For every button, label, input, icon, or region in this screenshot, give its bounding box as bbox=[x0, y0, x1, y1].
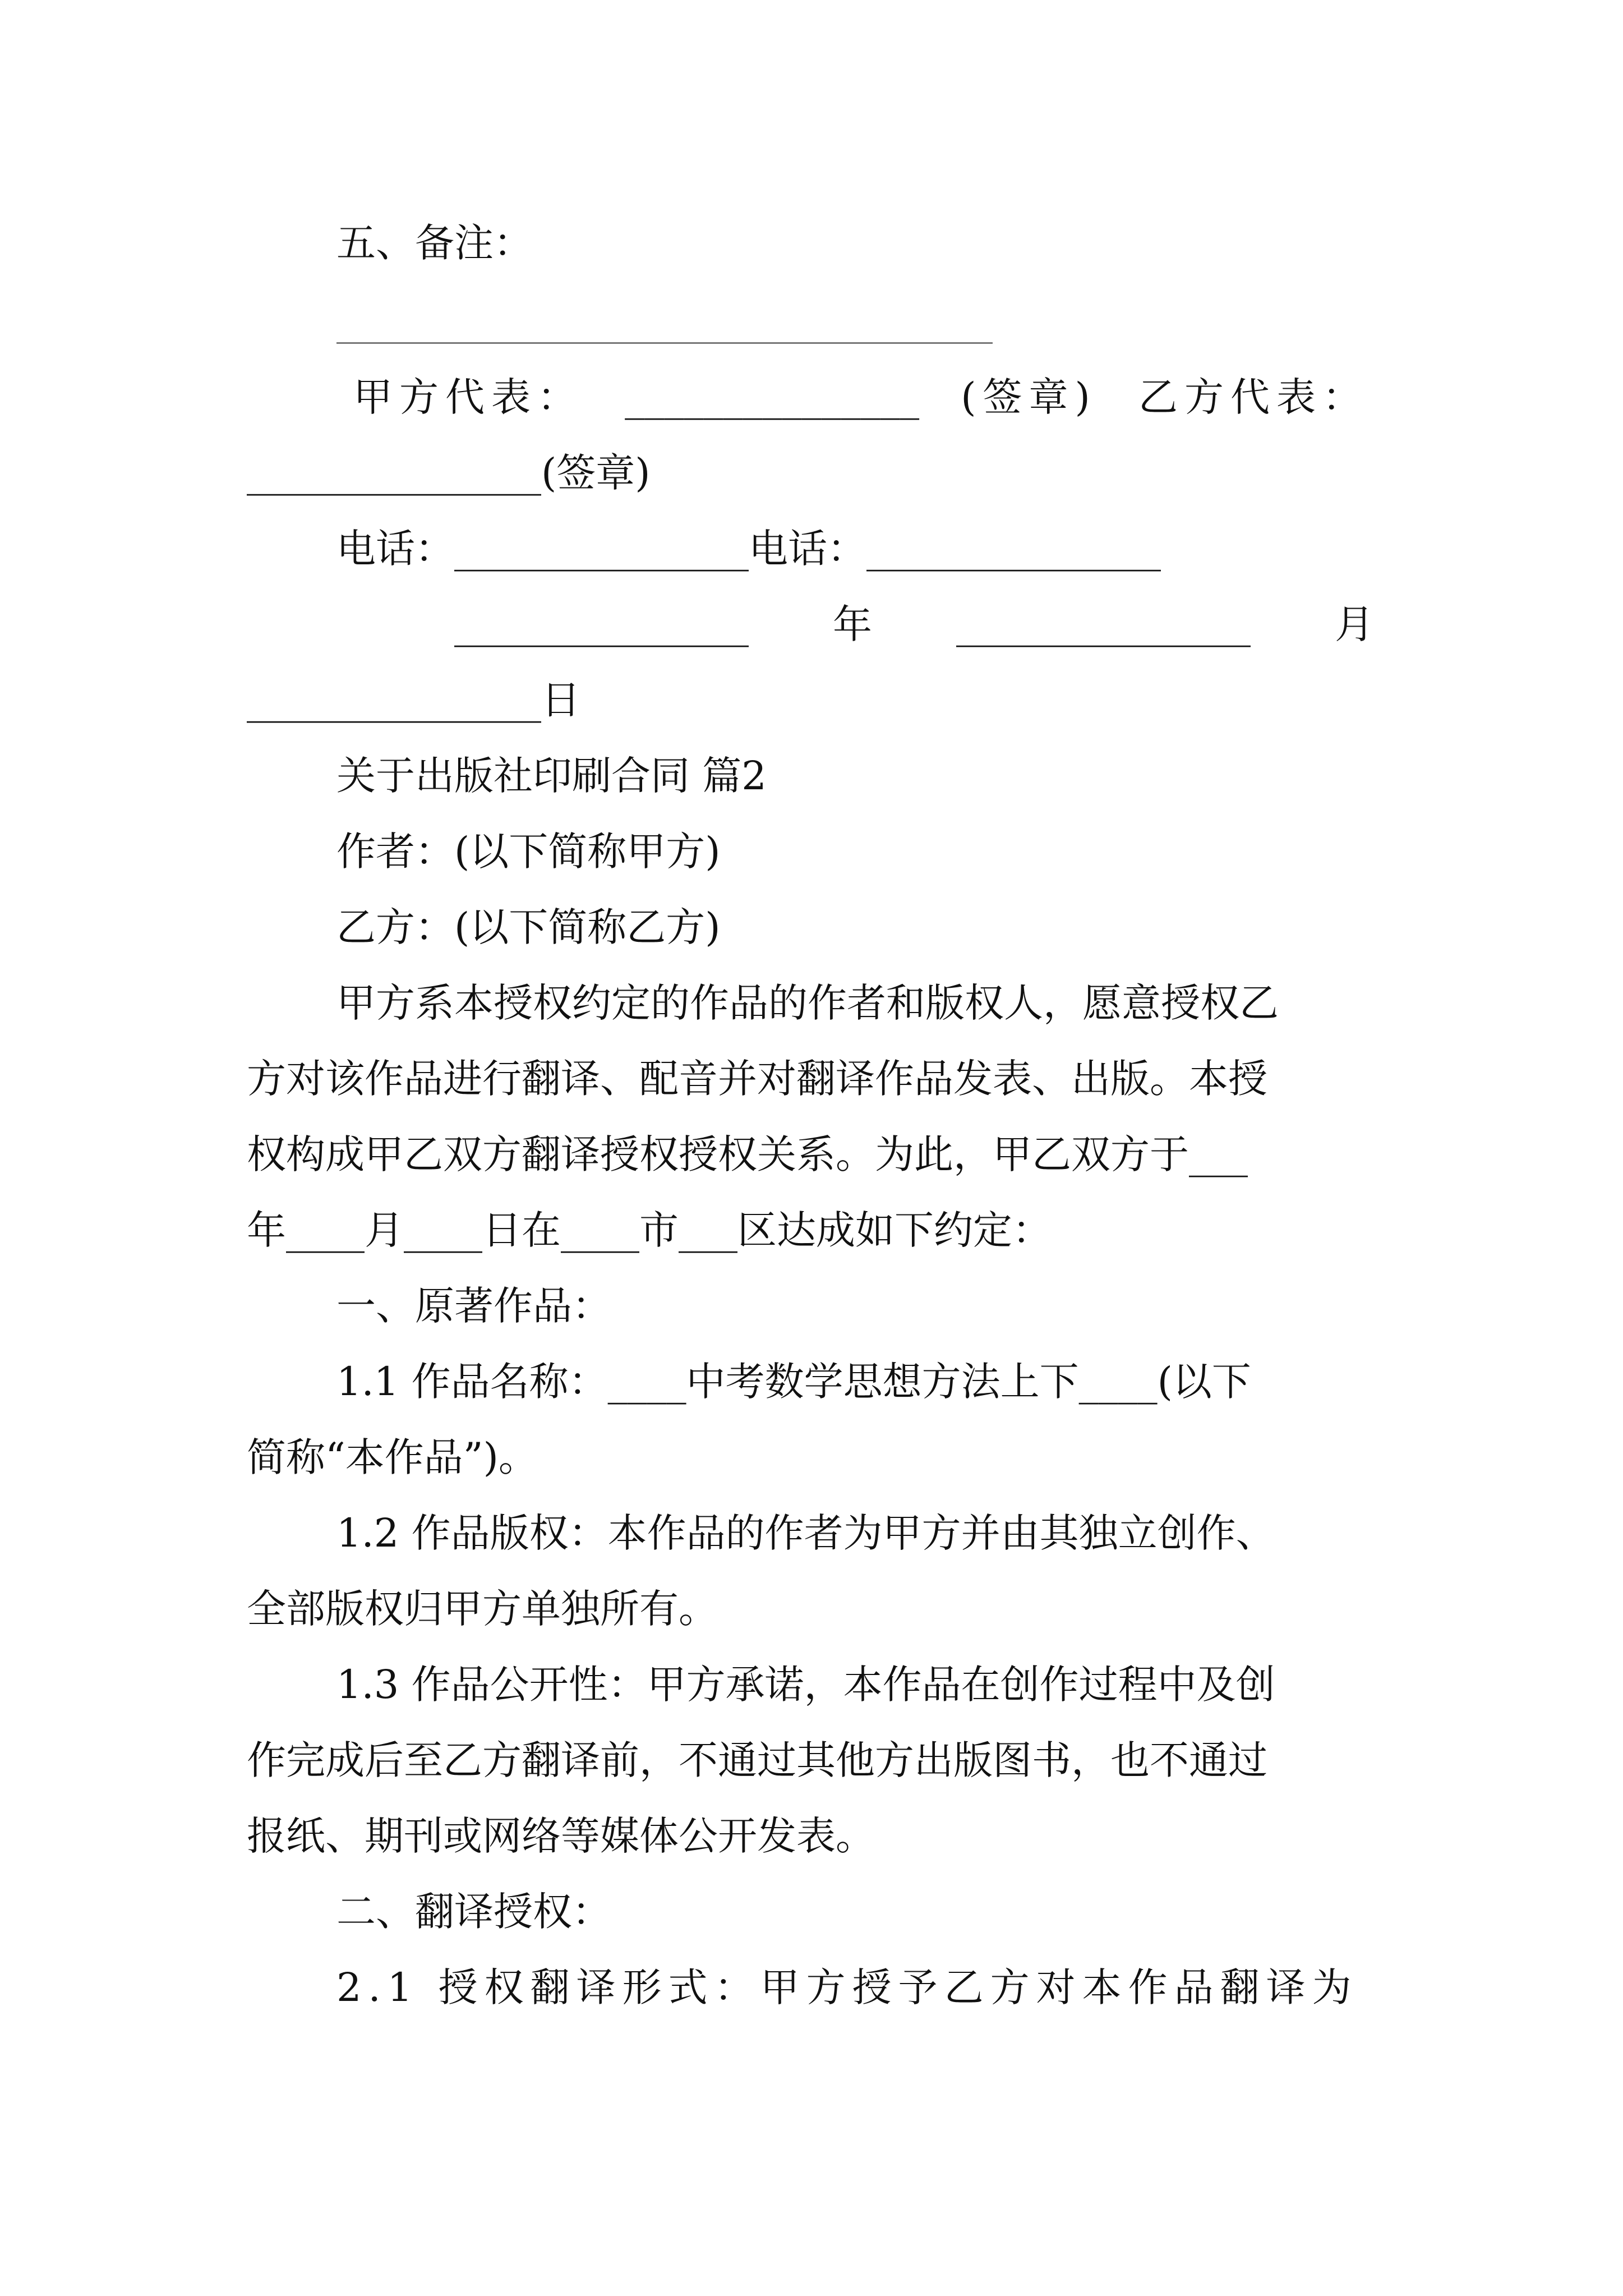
section-1-heading: 一、原著作品： bbox=[336, 1283, 611, 1329]
remarks-fill-line bbox=[336, 342, 993, 344]
clause-1-2-line-1: 1.2 作品版权：本作品的作者为甲方并由其独立创作、 bbox=[336, 1510, 1275, 1556]
clause-1-3-line-1: 1.3 作品公开性：甲方承诺，本作品在创作过程中及创 bbox=[336, 1662, 1275, 1708]
party-a-rep-label: 甲方代表： bbox=[353, 374, 583, 420]
intro-line-4: 年____月____日在____市___区达成如下约定： bbox=[247, 1207, 1052, 1253]
phone-line: 电话：_______________电话：_______________ bbox=[336, 526, 1161, 572]
clause-1-2-line-2: 全部版权归甲方单独所有。 bbox=[247, 1586, 718, 1632]
intro-line-2: 方对该作品进行翻译、配音并对翻译作品发表、出版。本授 bbox=[247, 1056, 1267, 1102]
day-line: _______________日 bbox=[247, 677, 580, 723]
month-blank: _______________ bbox=[956, 601, 1251, 647]
month-label: 月 bbox=[1335, 601, 1374, 647]
intro-line-1: 甲方系本授权约定的作品的作者和版权人，愿意授权乙 bbox=[336, 980, 1279, 1026]
party-b-line: 乙方：(以下简称乙方) bbox=[336, 904, 721, 950]
remarks-heading: 五、备注： bbox=[336, 220, 533, 266]
clause-1-1-line-2: 简称“本作品”)。 bbox=[247, 1434, 538, 1480]
author-line: 作者：(以下简称甲方) bbox=[336, 829, 721, 875]
party-b-rep-label: 乙方代表： bbox=[1138, 374, 1368, 420]
year-blank: _______________ bbox=[454, 601, 749, 647]
clause-1-3-line-3: 报纸、期刊或网络等媒体公开发表。 bbox=[247, 1813, 875, 1859]
section-2-heading: 二、翻译授权： bbox=[336, 1889, 611, 1935]
section-title: 关于出版社印刷合同 篇2 bbox=[336, 753, 767, 799]
party-a-blank: _______________ bbox=[625, 374, 920, 420]
date-row bbox=[454, 597, 1374, 651]
signature-row bbox=[353, 370, 1368, 424]
clause-1-1-line-1: 1.1 作品名称：____中考数学思想方法上下____(以下 bbox=[336, 1359, 1251, 1405]
clause-1-3-line-2: 作完成后至乙方翻译前，不通过其他方出版图书，也不通过 bbox=[247, 1737, 1267, 1783]
party-a-seal: (签章) bbox=[961, 374, 1097, 420]
clause-2-1-line-1: 2.1 授权翻译形式：甲方授予乙方对本作品翻译为 bbox=[336, 1964, 1358, 2010]
intro-line-3: 权构成甲乙双方翻译授权授权关系。为此，甲乙双方于___ bbox=[247, 1131, 1248, 1177]
year-label: 年 bbox=[833, 601, 872, 647]
party-b-seal-line: _______________(签章) bbox=[247, 450, 651, 496]
